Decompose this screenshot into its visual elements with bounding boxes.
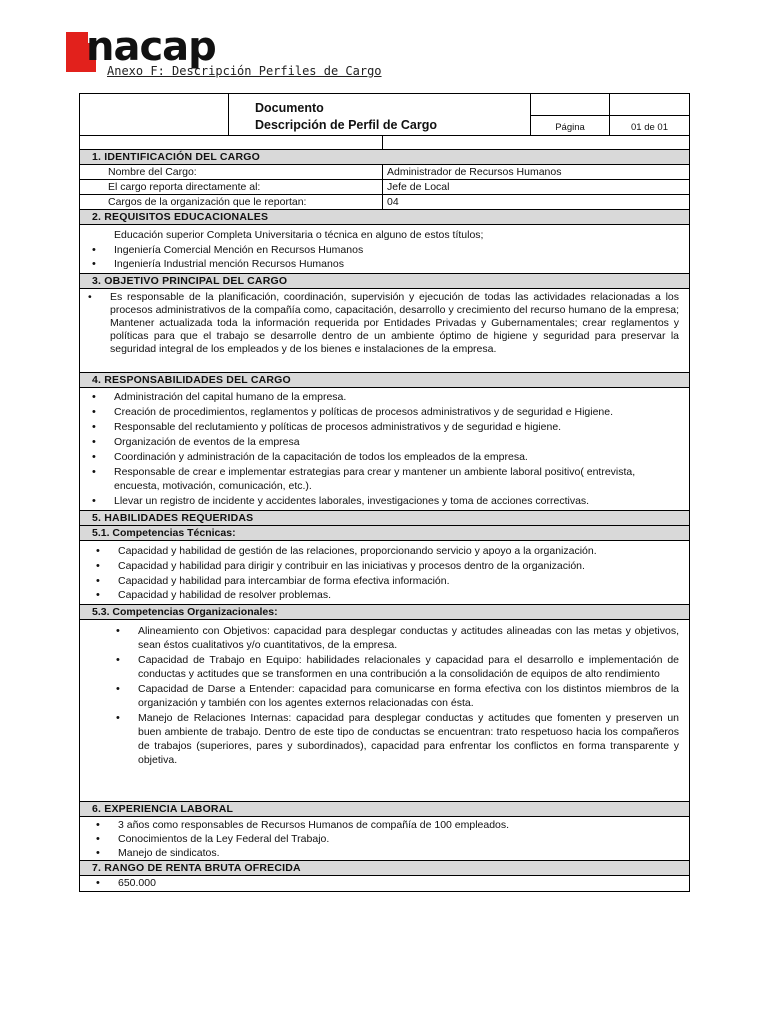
organizacionales-body xyxy=(80,620,690,802)
list-item: • Capacidad y habilidad de resolver problemas. xyxy=(118,588,681,602)
list-item: • Creación de procedimientos, reglamentos y políticas de procesos administrativos y de seguridad e Higiene. xyxy=(114,405,681,419)
kv-key-cargos: Cargos de la organización que le reportan: xyxy=(80,195,383,210)
list-item: • 3 años como responsables de Recursos Humanos de compañía de 100 empleados. xyxy=(118,818,681,832)
renta-body xyxy=(80,876,690,892)
experiencia-list xyxy=(118,818,681,860)
list-item: • Ingeniería Industrial mención Recursos Humanos xyxy=(114,257,681,271)
objetivo-text: • Es responsable de la planificación, coordinación, supervisión y ejecución de todas las actividades relacionadas a los procesos administrativos de la compañía como, capacitación, desarrollo y crecimiento del recurso humano de la empresa; Mantener actualizada toda la información requerida por Entidades Privadas y Gubernamentales; crear reglamentos y políticas para que el trabajo se desarrolle dentro de un ambiente óptimo de higiene y seguridad para preservar la seguridad integral de los empleados y de los bienes e instalaciones de la empresa. xyxy=(80,289,690,373)
section-objetivo-title: 3. OBJETIVO PRINCIPAL DEL CARGO xyxy=(80,274,690,289)
list-item: • Conocimientos de la Ley Federal del Trabajo. xyxy=(118,832,681,846)
list-item: • Capacidad de Trabajo en Equipo: habilidades relacionales y capacidad para el desarrollo e implementación de conductas y actitudes que se transformen en una contribución a la consolidación de equipos de alto rendimiento xyxy=(138,653,679,681)
section-requisitos-title: 2. REQUISITOS EDUCACIONALES xyxy=(80,210,690,225)
kv-value-nombre: Administrador de Recursos Humanos xyxy=(383,165,690,180)
subsection-organizacionales-title: 5.3. Competencias Organizacionales: xyxy=(80,605,690,620)
section-responsabilidades-title: 4. RESPONSABILIDADES DEL CARGO xyxy=(80,373,690,388)
list-item: • Responsable del reclutamiento y políticas de procesos administrativos y de seguridad e higiene. xyxy=(114,420,681,434)
list-item: • 650.000 xyxy=(118,876,681,890)
list-item: • Capacidad y habilidad para intercambiar de forma efectiva información. xyxy=(118,574,681,588)
requisitos-body xyxy=(80,225,690,274)
responsabilidades-body xyxy=(80,388,690,511)
spacer-right xyxy=(383,136,690,150)
profile-table xyxy=(79,93,690,892)
responsabilidades-list xyxy=(114,390,681,508)
list-item: • Capacidad de Darse a Entender: capacidad para comunicarse en forma efectiva con los distintos miembros de la organización y también con los agentes externos relacionadas con ésta. xyxy=(138,682,679,710)
requisitos-intro: Educación superior Completa Universitaria o técnica en alguno de estos títulos; xyxy=(114,229,484,241)
list-item: • Responsable de crear e implementar estrategias para crear y mantener un ambiente laboral positivo( entrevista, encuesta, motivación, comunicación, etc.). xyxy=(114,465,681,493)
list-item: • Manejo de Relaciones Internas: capacidad para desplegar conductas y actitudes que fomenten y preserven un buen ambiente de trabajo. Dentro de este tipo de conductas se encuentran: trato respetuoso hacia los compañeros de trabajos (superiores, pares y subordinados), capacidad para enfrentar los conflictos en forma transparente y objetiva. xyxy=(138,711,679,767)
renta-list xyxy=(118,876,681,890)
header-cell-a xyxy=(531,94,610,116)
doc-line1: Documento xyxy=(255,101,324,115)
kv-value-cargos: 04 xyxy=(383,195,690,210)
list-item: • Capacidad y habilidad de gestión de las relaciones, proporcionando servicio y apoyo a la organización. xyxy=(118,544,681,558)
list-item: • Llevar un registro de incidente y accidentes laborales, investigaciones y toma de acciones correctivas. xyxy=(114,494,681,508)
section-renta-title: 7. RANGO DE RENTA BRUTA OFRECIDA xyxy=(80,861,690,876)
kv-key-nombre: Nombre del Cargo: xyxy=(80,165,383,180)
section-identificacion-title: 1. IDENTIFICACIÓN DEL CARGO xyxy=(80,150,690,165)
section-experiencia-title: 6. EXPERIENCIA LABORAL xyxy=(80,802,690,817)
subsection-tecnicas-title: 5.1. Competencias Técnicas: xyxy=(80,526,690,541)
header-blank xyxy=(80,94,229,136)
list-item: • Capacidad y habilidad para dirigir y contribuir en las iniciativas y procesos dentro de la organización. xyxy=(118,559,681,573)
page-label: Página xyxy=(531,116,610,136)
tecnicas-body xyxy=(80,541,690,605)
kv-key-reporta: El cargo reporta directamente al: xyxy=(80,180,383,195)
page-value: 01 de 01 xyxy=(610,116,690,136)
tecnicas-list xyxy=(118,544,681,602)
list-item: • Manejo de sindicatos. xyxy=(118,846,681,860)
list-item: • Coordinación y administración de la capacitación de todos los empleados de la empresa. xyxy=(114,450,681,464)
kv-value-reporta: Jefe de Local xyxy=(383,180,690,195)
header-cell-b xyxy=(610,94,690,116)
experiencia-body xyxy=(80,817,690,861)
list-item: • Ingeniería Comercial Mención en Recursos Humanos xyxy=(114,243,681,257)
section-habilidades-title: 5. HABILIDADES REQUERIDAS xyxy=(80,511,690,526)
logo-text: nacap xyxy=(86,24,216,70)
document-subtitle: Anexo F: Descripción Perfiles de Cargo xyxy=(107,64,382,78)
organizacionales-list xyxy=(138,624,679,767)
list-item: • Alineamiento con Objetivos: capacidad para desplegar conductas y actitudes alineadas con las metas y objetivos, sean éstos cualitativos y/o cuantitativos, de la empresa. xyxy=(138,624,679,652)
doc-line2: Descripción de Perfil de Cargo xyxy=(255,118,437,132)
list-item: • Organización de eventos de la empresa xyxy=(114,435,681,449)
requisitos-list xyxy=(114,243,681,271)
list-item: • Administración del capital humano de la empresa. xyxy=(114,390,681,404)
spacer-left xyxy=(80,136,383,150)
header-title xyxy=(229,94,531,136)
